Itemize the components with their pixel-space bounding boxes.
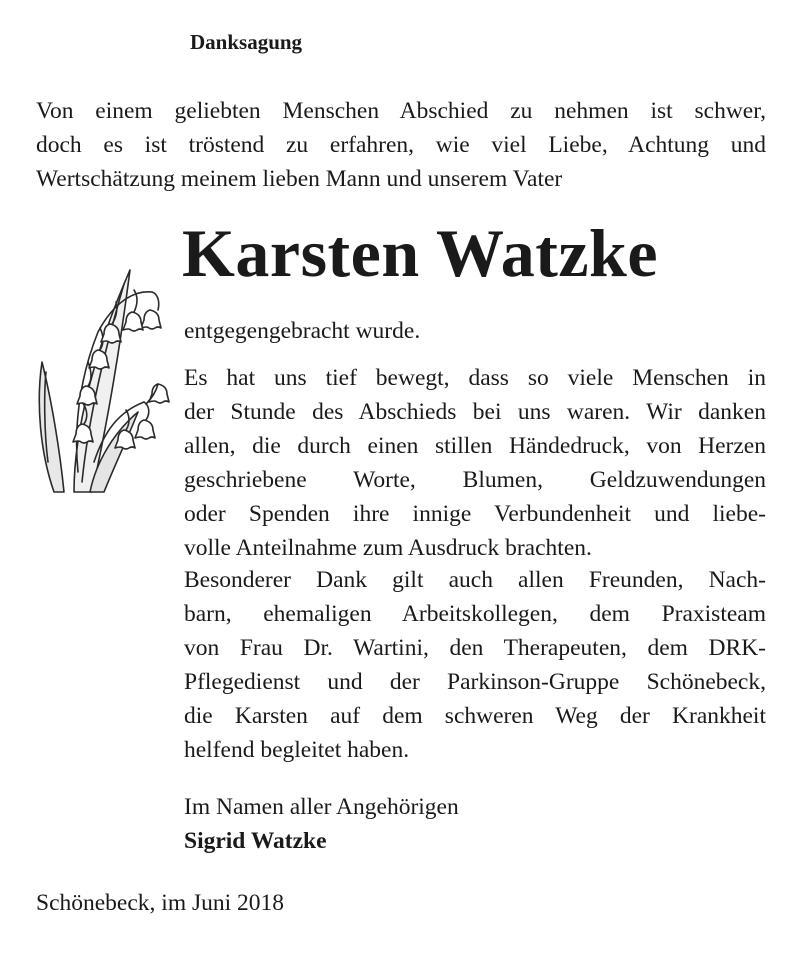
paragraph-line: volle Anteilnahme zum Ausdruck brachten. [184,535,592,561]
paragraph-line: entgegengebracht wurde. [184,318,421,344]
paragraph-line: der Stunde des Abschieds bei uns waren. Wir danken [184,399,766,425]
paragraph-line: Es hat uns tief bewegt, dass so viele Menschen in [184,365,766,391]
intro-line: Wertschätzung meinem lieben Mann und unserem Vater [36,166,563,192]
notice-heading: Danksagung [190,30,303,54]
paragraph-line: barn, ehemaligen Arbeitskollegen, dem Praxisteam [184,601,766,627]
signature-intro: Im Namen aller Angehörigen [184,794,459,820]
paragraph-line: Besonderer Dank gilt auch allen Freunden, Nach- [184,567,766,593]
paragraph-line: geschriebene Worte, Blumen, Geldzuwendungen [184,467,766,493]
deceased-name: Karsten Watzke [182,215,659,291]
place-date: Schönebeck, im Juni 2018 [36,890,285,916]
paragraph-line: die Karsten auf dem schweren Weg der Krankheit [184,703,766,729]
paragraph-line: helfend begleitet haben. [184,737,410,763]
paragraph-line: oder Spenden ihre innige Verbundenheit und liebe- [184,501,766,527]
paragraph-received [184,314,766,348]
intro-line: doch es ist tröstend zu erfahren, wie viel Liebe, Achtung und [36,132,766,158]
paragraph-thanks [184,361,766,565]
paragraph-line: von Frau Dr. Wartini, den Therapeuten, dem DRK- [184,635,766,661]
intro-paragraph [36,94,766,196]
paragraph-special-thanks [184,563,766,767]
intro-line: Von einem geliebten Menschen Abschied zu nehmen ist schwer, [36,98,766,124]
paragraph-line: allen, die durch einen stillen Händedruck, von Herzen [184,433,766,459]
lily-of-the-valley-icon [34,262,174,494]
signature-name: Sigrid Watzke [184,828,327,854]
paragraph-line: Pflegedienst und der Parkinson-Gruppe Schönebeck, [184,669,766,695]
